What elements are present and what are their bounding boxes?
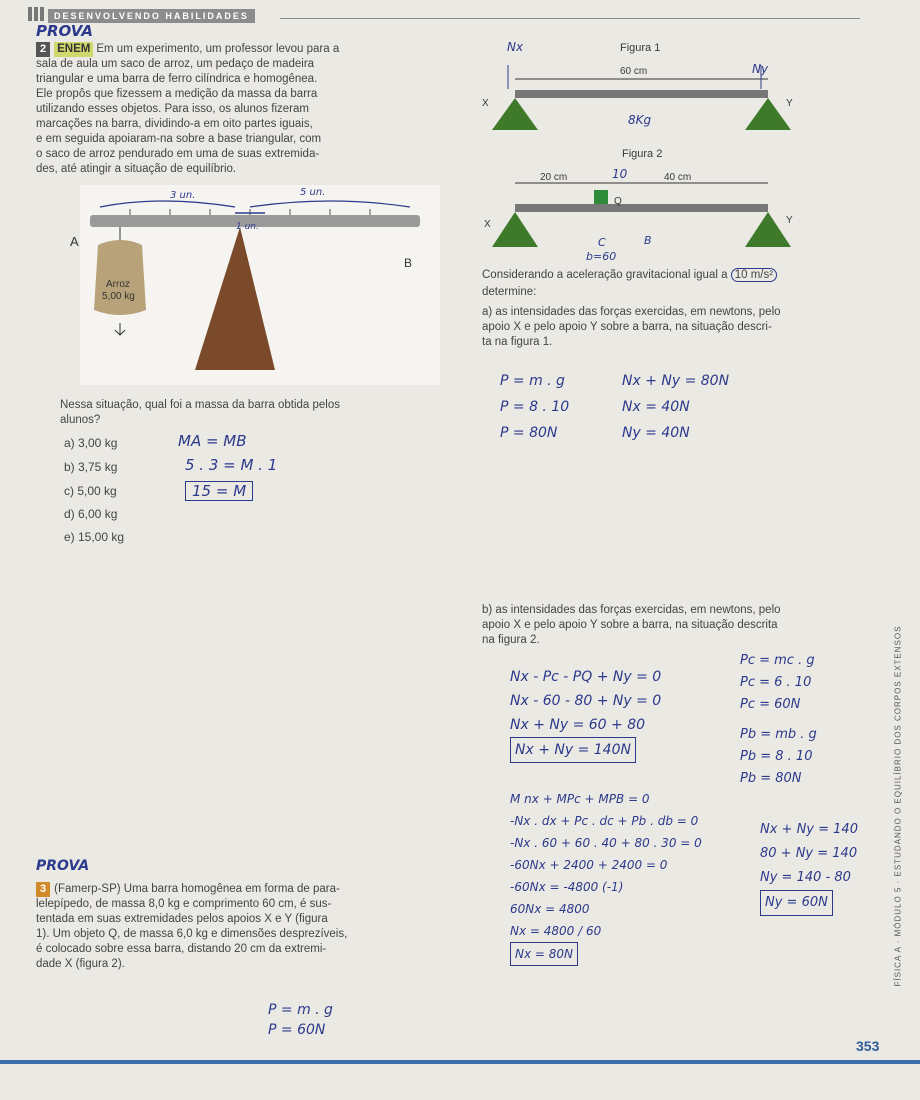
support-y bbox=[745, 98, 791, 130]
bag-label: Arroz bbox=[106, 279, 130, 290]
work-b-side: Pc = mc . g Pc = 6 . 10 Pc = 60N Pb = mb . g Pb = 8 . 10 Pb = 80N bbox=[740, 653, 817, 786]
option-e[interactable]: e) 15,00 kg bbox=[64, 530, 125, 544]
figure2-x: X bbox=[484, 219, 491, 230]
part-a-text bbox=[482, 305, 892, 350]
q3-line-5: dade X (figura 2). bbox=[36, 958, 125, 970]
sidebar-module-label: FÍSICA A · MÓDULO 5 · ESTUDANDO O EQUILÍBRIO DOS CORPOS EXTENSOS bbox=[893, 625, 903, 987]
banner-label: DESENVOLVENDO HABILIDADES bbox=[48, 9, 255, 23]
q2-line-0: 2 ENEM Em um experimento, um professor levou para a bbox=[36, 42, 431, 57]
figure2-d2: 40 cm bbox=[664, 172, 692, 183]
work-a-right: Nx + Ny = 80N Nx = 40N Ny = 40N bbox=[622, 373, 730, 441]
work-b-main: Nx - Pc - PQ + Ny = 0 Nx - 60 - 80 + Ny = 0 Nx + Ny = 60 + 80 Nx + Ny = 140N bbox=[510, 665, 661, 763]
determine-label: determine: bbox=[482, 286, 537, 298]
q3-work: P = m . g P = 60N bbox=[268, 1002, 333, 1038]
option-d[interactable]: d) 6,00 kg bbox=[64, 507, 118, 521]
q3-number: 3 bbox=[36, 882, 50, 897]
option-c[interactable]: c) 5,00 kg bbox=[64, 484, 117, 498]
q2-line-6: e em seguida apoiaram-na sobre a base triangular, com bbox=[36, 133, 322, 145]
question-number: 2 bbox=[36, 42, 50, 57]
bar bbox=[515, 90, 768, 98]
q2-line-2: triangular e uma barra de ferro cilíndrica e homogênea. bbox=[36, 73, 318, 85]
figure1-x: X bbox=[482, 98, 489, 109]
handwritten-prova-tag: PROVA bbox=[36, 22, 93, 40]
q2-line-1: sala de aula um saco de arroz, um pedaço de madeira bbox=[36, 58, 315, 70]
figure2-diagram bbox=[480, 175, 800, 255]
option-a[interactable]: a) 3,00 kg bbox=[64, 436, 118, 450]
banner-rule bbox=[280, 18, 860, 19]
rice-bag bbox=[94, 240, 146, 315]
q3-line-1: lelepípedo, de massa 8,0 kg e comprimento 60 cm, é sus- bbox=[36, 898, 332, 910]
work-a-left: P = m . g P = 8 . 10 P = 80N bbox=[500, 373, 570, 441]
rice-bar-figure bbox=[80, 185, 440, 385]
part-b-line-1: apoio X e pelo apoio Y sobre a barra, na situação descrita bbox=[482, 619, 778, 631]
figure2-y: Y bbox=[786, 215, 793, 226]
q2-line-3: Ele propôs que fizessem a medição da massa da barra bbox=[36, 88, 318, 100]
support-x-2 bbox=[492, 212, 538, 247]
question-2-text bbox=[36, 42, 431, 177]
figure2-hw10: 10 bbox=[612, 167, 628, 181]
work-b-right: Nx + Ny = 140 80 + Ny = 140 Ny = 140 - 80 Ny = 60N bbox=[760, 818, 858, 916]
q3-line-3: 1). Um objeto Q, de massa 6,0 kg e dimensões desprezíveis, bbox=[36, 928, 348, 940]
part-b-line-2: na figura 2. bbox=[482, 634, 540, 646]
q2-work-2: 15 = M bbox=[185, 481, 253, 501]
question-3-text bbox=[36, 882, 436, 972]
q2-line-8: des, até atingir a situação de equilíbrio. bbox=[36, 163, 237, 175]
figure2-q: Q bbox=[614, 196, 622, 207]
hw-5un: 5 un. bbox=[300, 187, 326, 198]
page-number: 353 bbox=[856, 1038, 880, 1054]
figure1-diagram bbox=[480, 55, 800, 140]
part-b-line-0: b) as intensidades das forças exercidas, em newtons, pelo bbox=[482, 604, 781, 616]
source-badge: ENEM bbox=[54, 42, 93, 57]
q2-work-0: MA = MB bbox=[178, 432, 247, 450]
gravity-statement: Considerando a aceleração gravitacional igual a 10 m/s² bbox=[482, 268, 892, 283]
q2-line-7: o saco de arroz pendurado em uma de suas extremida- bbox=[36, 148, 320, 160]
figure2-d1: 20 cm bbox=[540, 172, 568, 183]
q2-work-1: 5 . 3 = M . 1 bbox=[185, 456, 278, 474]
part-a-line-0: a) as intensidades das forças exercidas, em newtons, pelo bbox=[482, 306, 781, 318]
bar-2 bbox=[515, 204, 768, 212]
support-x bbox=[492, 98, 538, 130]
figure1-ny: Ny bbox=[752, 62, 769, 76]
figure1-nx: Nx bbox=[507, 40, 524, 54]
q2-line-4: utilizando esses objetos. Para isso, os alunos fizeram bbox=[36, 103, 309, 115]
q3-prova-tag: PROVA bbox=[36, 858, 90, 874]
q3-line-2: tentada em suas extremidades pelos apoios X e Y (figura bbox=[36, 913, 328, 925]
figure1-length: 60 cm bbox=[620, 66, 648, 77]
figure2-title: Figura 2 bbox=[622, 148, 663, 160]
q2-prompt-line-1: alunos? bbox=[60, 414, 101, 426]
q3-line-0: 3 (Famerp-SP) Uma barra homogênea em forma de para- bbox=[36, 882, 436, 897]
part-a-line-1: apoio X e pelo apoio Y sobre a barra, na situação descri- bbox=[482, 321, 772, 333]
hw-1un: 1 un. bbox=[236, 222, 259, 232]
q3-line-4: é colocado sobre essa barra, distando 20 cm da extremi- bbox=[36, 943, 327, 955]
hw-3un: 3 un. bbox=[170, 190, 196, 201]
figure1-mass: 8Kg bbox=[628, 113, 652, 127]
option-b[interactable]: b) 3,75 kg bbox=[64, 460, 118, 474]
figure2-extra: b=60 bbox=[586, 250, 617, 263]
object-q bbox=[594, 190, 608, 204]
figure1-y: Y bbox=[786, 98, 793, 109]
label-b: B bbox=[404, 256, 413, 270]
figure1-title: Figura 1 bbox=[620, 42, 661, 54]
part-a-line-2: ta na figura 1. bbox=[482, 336, 553, 348]
footer-bar bbox=[0, 1060, 920, 1064]
gravity-value: 10 m/s² bbox=[731, 268, 777, 282]
part-b-text bbox=[482, 603, 892, 648]
figure2-b: B bbox=[644, 234, 652, 247]
q2-prompt-line-0: Nessa situação, qual foi a massa da barra obtida pelos bbox=[60, 399, 340, 411]
bag-mass: 5,00 kg bbox=[102, 291, 135, 302]
figure2-c: C bbox=[598, 236, 606, 249]
support-y-2 bbox=[745, 212, 791, 247]
question-2-prompt bbox=[60, 398, 440, 428]
label-a: A bbox=[70, 234, 79, 249]
work-b-moments: M nx + MPc + MPB = 0 -Nx . dx + Pc . dc + Pb . db = 0 -Nx . 60 + 60 . 40 + 80 . 30 = 0 -60Nx + 2400 + 2400 = 0 -60Nx = -4800 (-1) 60Nx = 4800 Nx = 4800 / 60 Nx = 80N bbox=[510, 788, 702, 966]
q2-line-5: marcações na barra, dividindo-a em oito partes iguais, bbox=[36, 118, 313, 130]
